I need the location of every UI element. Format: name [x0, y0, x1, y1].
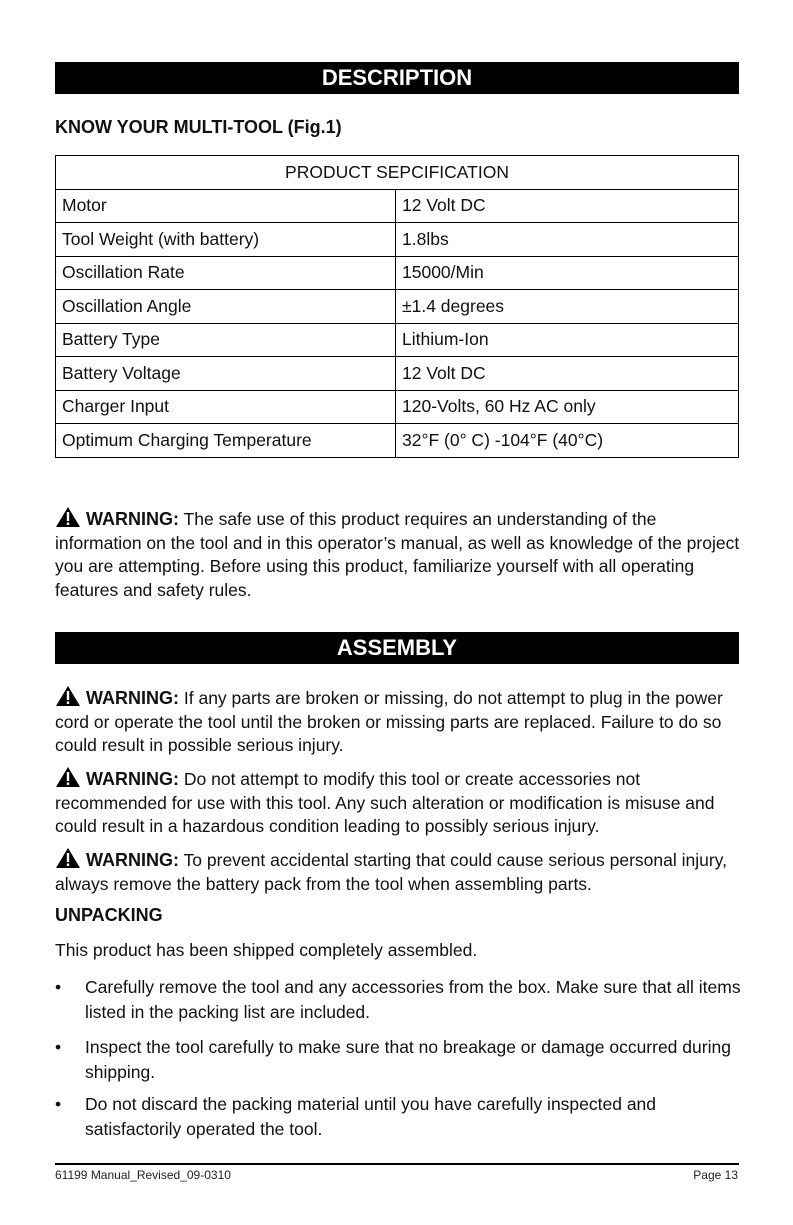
footer-page-number: Page 13 [693, 1168, 738, 1182]
warning-text: The safe use of this product requires an understanding of the information on the tool and in this operator’s manual, as well as knowledge of the project you are attempting. Before using this product, familiarize yourself with all operating features and safety rules. [55, 509, 740, 600]
warning-label: WARNING: [86, 509, 179, 529]
warning-text: Do not attempt to modify this tool or create accessories not recommended for use with this tool. Any such alteration or modification is misuse and could result in a hazardous condition leading to possibly serious injury. [55, 769, 715, 836]
warning-battery-removal [55, 847, 745, 896]
spec-value: 120-Volts, 60 Hz AC only [396, 390, 739, 424]
unpacking-intro: This product has been shipped completely assembled. [55, 940, 478, 960]
spec-value: 12 Volt DC [396, 357, 739, 391]
spec-value: ±1.4 degrees [396, 290, 739, 324]
spec-label: Battery Voltage [56, 357, 396, 391]
spec-value: Lithium-Ion [396, 323, 739, 357]
spec-value: 12 Volt DC [396, 189, 739, 223]
warning-modification [55, 766, 745, 839]
spec-label: Oscillation Angle [56, 290, 396, 324]
warning-triangle-icon [55, 847, 81, 869]
product-specification-table [55, 155, 739, 458]
warning-triangle-icon [55, 766, 81, 788]
table-row [56, 189, 739, 223]
spec-label: Charger Input [56, 390, 396, 424]
footer-divider [55, 1163, 739, 1165]
table-row [56, 256, 739, 290]
warning-label: WARNING: [86, 769, 179, 789]
table-row [56, 223, 739, 257]
table-row [56, 390, 739, 424]
spec-value: 15000/Min [396, 256, 739, 290]
table-header: PRODUCT SEPCIFICATION [56, 156, 739, 190]
list-item-text: Inspect the tool carefully to make sure that no breakage or damage occurred during shipping. [85, 1037, 731, 1082]
unpacking-heading: UNPACKING [55, 905, 163, 925]
warning-text: To prevent accidental starting that could cause serious personal injury, always remove the battery pack from the tool when assembling parts. [55, 850, 727, 894]
spec-label: Tool Weight (with battery) [56, 223, 396, 257]
spec-label: Battery Type [56, 323, 396, 357]
warning-label: WARNING: [86, 688, 179, 708]
warning-missing-parts [55, 685, 745, 758]
description-heading: DESCRIPTION [55, 62, 739, 94]
table-header-row [56, 156, 739, 190]
list-item-text: Do not discard the packing material until you have carefully inspected and satisfactorily operated the tool. [85, 1094, 657, 1139]
spec-label: Oscillation Rate [56, 256, 396, 290]
bullet-icon: • [55, 977, 62, 997]
footer-doc-id: 61199 Manual_Revised_09-0310 [55, 1168, 231, 1182]
assembly-heading: ASSEMBLY [55, 632, 739, 664]
know-your-tool-heading: KNOW YOUR MULTI-TOOL (Fig.1) [55, 117, 342, 137]
table-row [56, 290, 739, 324]
bullet-icon: • [55, 1094, 62, 1114]
spec-label: Motor [56, 189, 396, 223]
table-row [56, 323, 739, 357]
warning-label: WARNING: [86, 850, 179, 870]
table-row [56, 357, 739, 391]
spec-value: 1.8lbs [396, 223, 739, 257]
spec-label: Optimum Charging Temperature [56, 424, 396, 458]
spec-value: 32°F (0° C) -104°F (40°C) [396, 424, 739, 458]
table-row [56, 424, 739, 458]
bullet-icon: • [55, 1037, 62, 1057]
warning-safe-use [55, 506, 745, 602]
warning-text: If any parts are broken or missing, do not attempt to plug in the power cord or operate the tool until the broken or missing parts are replaced. Failure to do so could result in possible serious injury. [55, 688, 723, 755]
list-item-text: Carefully remove the tool and any accessories from the box. Make sure that all items listed in the packing list are included. [85, 977, 741, 1022]
warning-triangle-icon [55, 506, 81, 528]
warning-triangle-icon [55, 685, 81, 707]
